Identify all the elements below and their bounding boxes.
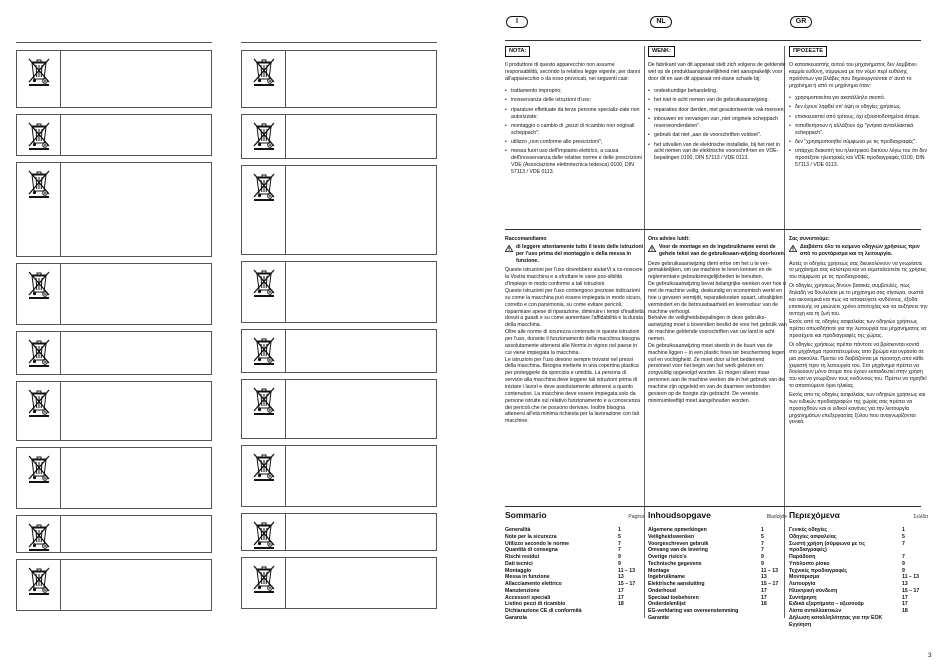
toc-row <box>648 554 787 561</box>
liability-bullet: • δεν "χρησιμοποιηθεί σύμφωνα με τις προδιαγραφές". <box>789 139 928 146</box>
toc-entry: Παράδοση <box>789 554 816 560</box>
toc-entry: Onderhoud <box>648 587 676 594</box>
toc-page: 1 <box>902 527 905 533</box>
toc-entry: Δήλωση καταλληλότητας για την ΕΟΚ <box>789 614 883 621</box>
toc-entry: Λίστα ανταλλακτικών <box>789 608 842 614</box>
toc-row <box>648 568 787 575</box>
disposal-box <box>16 114 212 156</box>
crossed-out-wheelie-bin-icon <box>17 51 61 107</box>
toc-entry: Εγγύηση <box>789 621 812 628</box>
toc-row <box>789 534 928 541</box>
instructions-paragraph: Εκτός απο τις οδηγίες ασφαλείας των οδηγιών χρήσεως και των ειδικών προδιαγραφών της χώρας σας πρέπει να προσεχθούν και οι ειδικοί κανόνες για την λειτουργία μηχανημάτων επεξεργασίας ξύλου που αναγνωρίζονται γενικά. <box>789 392 926 426</box>
toc-row <box>505 568 644 575</box>
toc-entry: Utilizzo secondo le norme <box>505 540 569 547</box>
disposal-box-text-area <box>61 516 211 552</box>
toc-row <box>789 574 928 581</box>
instructions-paragraph: Behalve de veiligheidsbepalingen in deze gebruiks-aanwijzing moet u bovendien beslist de voor het gebruik van de machine geldende voorschriften van uw land in acht nemen. <box>648 315 787 343</box>
toc-page: 7 <box>902 540 905 547</box>
disposal-column-left <box>16 42 212 617</box>
toc-page-label: Pagina <box>628 514 644 520</box>
recommendation-title: Ons advies luidt: <box>648 236 690 242</box>
disposal-box-text-area <box>61 163 211 256</box>
crossed-out-wheelie-bin-icon <box>242 558 286 608</box>
toc-row <box>505 527 644 534</box>
crossed-out-wheelie-bin-icon <box>242 166 286 254</box>
toc-row <box>789 601 928 608</box>
toc-page-label: Bladzijde <box>766 514 787 520</box>
crossed-out-wheelie-bin-icon <box>242 330 286 372</box>
disposal-box <box>241 445 437 507</box>
disposal-box-text-area <box>61 448 211 508</box>
disposal-box-text-area <box>61 332 211 374</box>
toc-entry: Quantità di consegna <box>505 547 558 554</box>
disposal-box-text-area <box>286 330 436 372</box>
toc-row <box>505 534 644 541</box>
toc-page <box>618 615 644 622</box>
toc-row <box>505 574 644 581</box>
toc-page: 9 <box>902 560 905 567</box>
instructions-paragraph: Oltre alle norme di sicurezza contenute in queste istruzioni per l'uso, durante il funzionamento della macchina bisogna assolutamente attenersi alle Norme in vigore nel paese in cui viene impiegata la macchina. <box>505 329 640 356</box>
toc-entry: Algemene opmerkingen <box>648 527 707 533</box>
note-label: ΠΡΟΣΕΞΤΕ <box>789 46 827 57</box>
instructions-section <box>505 236 644 425</box>
toc-page: 17 <box>902 601 908 608</box>
crossed-out-wheelie-bin-icon <box>17 382 61 440</box>
disposal-box-text-area <box>61 264 211 324</box>
warning-triangle-icon <box>648 244 659 258</box>
toc-page <box>902 622 928 629</box>
disposal-box-text-area <box>286 166 436 254</box>
toc-entry: Συντήρηση <box>789 594 817 601</box>
toc-row <box>505 595 644 602</box>
toc-page: 5 <box>618 533 621 540</box>
toc-row <box>789 561 928 568</box>
crossed-out-wheelie-bin-icon <box>242 115 286 158</box>
disposal-box-text-area <box>286 558 436 608</box>
language-code: NL <box>650 16 672 28</box>
liability-section <box>505 46 644 181</box>
section-rule <box>505 506 921 507</box>
liability-bullet: • messa fuori uso dell'impianto elettrico, a causa dell'inosservanza delle relative norme e delle prescrizioni VDE (Associazione elettrotecnica tedesca) 0100, DIN 57113 / VDE 0113. <box>505 148 644 175</box>
disposal-box <box>16 50 212 108</box>
toc-row <box>505 601 644 608</box>
disposal-box <box>16 263 212 325</box>
toc-row <box>505 554 644 561</box>
warning-text: di leggere attentamente tutto il testo delle istruzioni per l'uso prima del montaggio e della messa in funzione. <box>516 243 644 264</box>
disposal-box-text-area <box>286 446 436 506</box>
disposal-box <box>16 515 212 553</box>
language-badge <box>506 16 528 28</box>
toc-page: 9 <box>618 560 621 567</box>
toc-page: 9 <box>618 554 621 560</box>
toc-row <box>505 547 644 554</box>
recommendation-title: Raccomandiamo <box>505 236 547 242</box>
toc-entry: Technische gegevens <box>648 560 702 567</box>
warning-triangle-icon <box>505 244 516 265</box>
crossed-out-wheelie-bin-icon <box>242 262 286 322</box>
toc-entry: Omvang van de levering <box>648 547 708 554</box>
toc-page: 17 <box>761 587 767 594</box>
crossed-out-wheelie-bin-icon <box>242 380 286 438</box>
toc-entry: Accessori speciali <box>505 594 551 601</box>
toc-row <box>789 608 928 615</box>
toc-entry: Elektrische aansluiting <box>648 581 705 587</box>
liability-bullet: • gebruik dat niet „aan de voorschriften voldoet". <box>648 132 787 139</box>
toc-entry: Messa in funzione <box>505 574 550 581</box>
toc-row <box>648 601 787 608</box>
toc-row <box>505 581 644 588</box>
liability-bullet: • het niet in acht nemen van de gebruiksaanwijzing. <box>648 97 787 104</box>
disposal-box <box>241 379 437 439</box>
page-number: 3 <box>928 652 932 659</box>
liability-bullet: • montaggio o cambio di „pezzi di ricambio non originali scheppach"; <box>505 123 644 137</box>
language-badge <box>790 16 812 28</box>
toc-page: 18 <box>761 601 767 608</box>
liability-bullet: • ondeskundige behandeling. <box>648 88 787 95</box>
instructions-paragraph: Οι οδηγίες χρήσεως πρέπει πάντοτε να βρίσκονται κοντά στο μηχάνημα προστατευμένες απο βρώμα και υγρασία σε μια σακούλα. Πρεπει να διαβάζονται με προσοχή απο κάθε χειριστή πριν τη λειτουργία του. Στο μηχάνημα πρέπει να δουλεύουν μόνο άτομα που έχουν εκπαιδευτεί στην χρήση του και να γνωρίζουν τους κινδύνους του. Πρέπει να τηρηθεί το απαιτούμενο όριο ηλικίας. <box>789 342 927 390</box>
liability-bullet: • het uitvallen van de elektrische installatie, bij het niet in acht nemen van de elektrische voorschrif-ten en VDE-bepalingen 0100, DIN 57113 / VDE 0113. <box>648 142 787 163</box>
toc-entry: Manutenzione <box>505 587 540 594</box>
toc-title: Inhoudsopgave <box>648 510 711 520</box>
disposal-box-text-area <box>286 115 436 158</box>
toc-entry: Γενικές οδηγίες <box>789 527 828 533</box>
toc-page: 15 – 17 <box>761 581 779 587</box>
disposal-box <box>16 559 212 611</box>
language-code: I <box>506 16 528 28</box>
instructions-paragraph: Queste istruzioni per l'uso contengono preziose indicazioni su come la macchina può essere impiegata in modo sicuro, corretto e con parsimonia, su come evitare pericoli, risparmiare spese di riparazione, diminuire i tempi d'inattività dovuti a guasti e su come aumentare l'affidabilità e la durata della macchina. <box>505 288 644 329</box>
toc-page: 1 <box>761 527 764 533</box>
liability-bullet: • riparature effettuate da terze persone specializ-zate non autorizzate; <box>505 107 644 121</box>
toc-entry: EG-verklaring van overeenstemming <box>648 608 739 614</box>
toc-page: 17 <box>902 594 908 601</box>
toc-page: 13 <box>902 581 908 587</box>
toc-page: 9 <box>761 560 764 567</box>
crossed-out-wheelie-bin-icon <box>17 560 61 610</box>
note-label: NOTA: <box>505 46 530 57</box>
toc-entry: Τεχνικές προδιαγραφές <box>789 567 848 574</box>
toc-row <box>648 608 787 615</box>
toc-entry: Dichiarazione CE di conformità <box>505 608 582 614</box>
note-label: WENK: <box>648 46 675 57</box>
toc-row <box>648 574 787 581</box>
disposal-box <box>241 50 437 108</box>
language-badge <box>650 16 672 28</box>
toc-entry: Garanzia <box>505 614 527 621</box>
instructions-paragraph: Le istruzioni per l'uso devono sempre trovarsi nel pressi della macchina. Bisogna metterle in una copertina plastica per proteggerle da sporcizia e umidità. La persona di servizio alla macchina deve leggere tali istruzioni prima di iniziare i lavori e deve assolutamente attenersi a quanto contenutovi. La macchine deve essere impiegata solo da persone istruite sul relativo funzionamento e a conoscenza dei pericoli che ne possono derivare. Inoltre bisogna attenersi all'età minima richiesta per la lavorazione con tali macchine. <box>505 356 640 425</box>
toc-row <box>648 561 787 568</box>
liability-intro: Il produttore di questo apparecchio non assume responsabilità, secondo la relativa legge vigente, per danni all'apparecchio o da esso provocati, nei seguenti casi: <box>505 62 640 83</box>
header-rule <box>505 40 921 41</box>
toc-entry: Overige risico's <box>648 554 687 560</box>
disposal-box <box>16 447 212 509</box>
liability-section <box>648 46 787 167</box>
toc-page: 18 <box>618 601 624 608</box>
liability-bullet: • υπάρχει διακοπή του ηλεκτρικού δικτύου λόγω του ότι δεν προσέξατε ηλεκτρικές και VDE προδιαγραφές 0100, DIN 57113 / VDE 0113. <box>789 148 928 169</box>
disposal-box <box>241 165 437 255</box>
disposal-box <box>241 261 437 323</box>
toc-page: 15 – 17 <box>618 581 636 587</box>
toc-entry: Υπόλοιπο ρίσκο <box>789 560 830 567</box>
toc-entry: Veiligheidswenken <box>648 533 695 540</box>
toc-row <box>648 588 787 595</box>
liability-bullet: • reparaties door derden, niet geautoriseerde vak-mensen. <box>648 107 787 114</box>
toc-row <box>648 547 787 554</box>
toc-page: 15 – 17 <box>902 587 920 594</box>
toc-row <box>789 622 928 629</box>
toc-title: Sommario <box>505 510 547 520</box>
toc-title: Περιεχόμενα <box>789 510 840 520</box>
disposal-box-text-area <box>286 380 436 438</box>
disposal-box-text-area <box>61 115 211 155</box>
instructions-paragraph: De gebruiksaanwijzing bevat belangrijke wenken over hoe u met de machine veilig, deskundig en economisch werkt en hoe u gevaren vermijdt, reparatiekosten spaart, uitvaltijden vermindert en de betrouwbaarheid en levensduur van de machine verhoogt. <box>648 281 786 315</box>
toc-row <box>648 615 787 622</box>
crossed-out-wheelie-bin-icon <box>17 264 61 324</box>
toc-page: 5 <box>902 533 905 540</box>
toc-row <box>648 581 787 588</box>
toc-row <box>505 541 644 548</box>
toc-entry: Ingebruikname <box>648 574 685 581</box>
toc-row <box>789 554 928 561</box>
liability-bullet: • χρησιμοποιείται για ακατάλληλο σκοπό. <box>789 95 928 102</box>
crossed-out-wheelie-bin-icon <box>17 163 61 256</box>
toc-page: 13 <box>618 574 624 581</box>
instructions-section <box>648 236 787 405</box>
toc-page: 7 <box>618 547 621 554</box>
liability-bullet: • utilizzo „non conforme alle prescrizioni"; <box>505 139 644 146</box>
disposal-box-text-area <box>61 51 211 107</box>
crossed-out-wheelie-bin-icon <box>17 332 61 374</box>
toc-page: 11 – 13 <box>618 567 636 574</box>
warning-text: Διαβάστε όλο το κείμενο οδηγιών χρήσεως πριν από το μοντάρισμα και τη λειτουργία. <box>800 243 920 257</box>
toc-page: 11 – 13 <box>902 574 920 581</box>
toc-row <box>789 595 928 602</box>
warning-text: Voor de montage en de ingebruikname eerst de gehele tekst van de gebruiksaan-wijzing doorlezen. <box>659 243 786 257</box>
disposal-box <box>241 329 437 373</box>
disposal-box <box>16 381 212 441</box>
toc-entry: Ηλεκτρική σύνδεση <box>789 587 838 594</box>
disposal-box <box>16 162 212 257</box>
toc-page: 7 <box>761 540 764 547</box>
instructions-paragraph: Οι οδηγίες χρήσεως δίνουν βασικές συμβουλές, πως δηλαδή να δουλεύετε με το μηχάνημα σας σίγουρα, σωστά και οικονομικά και πως να αποφεύγετε κινδύνους, έξοδα επισκευής να μειώνετε χρόνο αποτυχίας και να αυξήσετε την αντοχή και τη ζωή του. <box>789 283 928 317</box>
disposal-column-right <box>241 42 437 615</box>
toc-page: 9 <box>902 567 905 574</box>
instructions-paragraph: Εκτός από τις οδηγίες ασφαλείας των οδηγιών χρήσεως πρέπει οπωσδήποτε για την λειτουργία του μηχανήματος να προσέχετε και προδιαγραφές της χώρας. <box>789 319 927 340</box>
crossed-out-wheelie-bin-icon <box>17 115 61 155</box>
toc-page: 18 <box>902 608 908 614</box>
crossed-out-wheelie-bin-icon <box>242 446 286 506</box>
toc-row <box>648 527 787 534</box>
toc-entry: Λειτουργία <box>789 581 816 587</box>
crossed-out-wheelie-bin-icon <box>17 448 61 508</box>
liability-bullet: • επισκευαστεί από τρίτους, όχι εξουσιοδοτημένα άτομα. <box>789 114 928 121</box>
toc-page <box>618 608 644 615</box>
crossed-out-wheelie-bin-icon <box>242 514 286 550</box>
toc-entry: Speciaal toebehoren <box>648 594 699 601</box>
toc-row <box>789 541 928 555</box>
toc-entry: Οδηγίες ασφαλείας <box>789 533 837 540</box>
toc-row <box>648 595 787 602</box>
toc-row <box>505 615 644 622</box>
toc-page: 17 <box>618 594 624 601</box>
disposal-box <box>241 513 437 551</box>
toc-page-label: Σελίδα <box>913 514 928 520</box>
liability-section <box>789 46 928 174</box>
toc-page: 7 <box>902 554 905 560</box>
toc-entry: Voorgeschreven gebruik <box>648 540 709 547</box>
toc-entry: Listino pezzi di ricambio <box>505 601 566 608</box>
toc-row <box>789 568 928 575</box>
liability-bullet: • trattamento improprio; <box>505 88 644 95</box>
liability-bullet: • inbouwen en vervangen van „niet originele scheppach reserveonderdelen". <box>648 116 787 130</box>
toc-page <box>902 615 928 622</box>
toc-page: 1 <box>618 527 621 533</box>
toc-entry: Μοντάρισμα <box>789 574 820 581</box>
toc-entry: Allacciamento elettrico <box>505 581 562 587</box>
toc-page: 17 <box>618 587 624 594</box>
disposal-box-text-area <box>61 560 211 610</box>
toc-row <box>505 561 644 568</box>
toc-page: 5 <box>761 533 764 540</box>
liability-bullet: • τοποθετήσουν ή αλλάξουν όχι "γνήσια ανταλλακτικά scheppach". <box>789 123 928 137</box>
disposal-box-text-area <box>286 262 436 322</box>
recommendation-title: Σας συνιστούμε: <box>789 236 830 242</box>
liability-intro: Ο κατασκευαστής αυτού του μηχανήματος δεν λαμβάνει καμμία ευθύνη, σύμφωνα με τον νόμο περί ευθύνης προϊόντων για βλάβες που δημιουργούνται σ' αυτό το μηχάνημα ή από το μηχάνημα όταν: <box>789 62 917 89</box>
disposal-box <box>241 557 437 609</box>
liability-intro: De fabrikant van dit apparaat stelt zich volgens de geldende wet op de produktaansprakelijkheid niet aansprakelijk voor door dit en aan dit apparaat ont-stane schade bij: <box>648 62 786 83</box>
toc-page: 9 <box>761 554 764 560</box>
column-separator <box>644 46 645 618</box>
toc-entry: Garantie <box>648 614 670 621</box>
toc-page: 11 – 13 <box>761 567 779 574</box>
toc-row <box>505 588 644 595</box>
crossed-out-wheelie-bin-icon <box>17 516 61 552</box>
toc-entry: Dati tecnici <box>505 560 533 567</box>
table-of-contents <box>648 510 787 622</box>
liability-bullet: • δεν έχουν ληφθεί υπ' όψη οι οδηγίες χρήσεως. <box>789 104 928 111</box>
table-of-contents <box>789 510 928 628</box>
toc-row <box>648 534 787 541</box>
toc-page: 17 <box>761 594 767 601</box>
toc-page <box>761 615 787 622</box>
toc-row <box>789 588 928 595</box>
toc-row <box>789 527 928 534</box>
toc-entry: Onderdelenlijst <box>648 601 686 608</box>
toc-entry: Rischi residui <box>505 554 540 560</box>
disposal-box-text-area <box>286 514 436 550</box>
table-of-contents <box>505 510 644 622</box>
instructions-section <box>789 236 928 428</box>
toc-entry: Ειδικά εξαρτήματα – αξεσουάρ <box>789 601 864 608</box>
toc-page: 7 <box>761 547 764 554</box>
disposal-box <box>241 114 437 159</box>
toc-entry: Generalità <box>505 527 531 533</box>
toc-page: 13 <box>761 574 767 581</box>
toc-entry: Montage <box>648 567 670 574</box>
toc-page <box>761 608 787 615</box>
toc-row <box>648 541 787 548</box>
crossed-out-wheelie-bin-icon <box>242 51 286 107</box>
toc-row <box>789 615 928 622</box>
toc-row <box>505 608 644 615</box>
disposal-box-text-area <box>286 51 436 107</box>
toc-page: 7 <box>618 540 621 547</box>
warning-triangle-icon <box>789 244 800 258</box>
disposal-box <box>16 331 212 375</box>
instructions-paragraph: De gebruiksaanwijzing moet steeds in de buurt van de machine liggen – in een plastic hoes ter bescherming tegen vuil en vochtigheid. Ze moet door al het bedienend personeel voor het begin van het werk gelezen en zorgvuldig opgevolgd worden. Er mogen alleen maar personen aan de machine werken die in het gebruik van de machine zijn opgeleid en van de daarmee verbonden gevaren op de hoogte zijn gebracht. De vereiste minimumleeftijd moet aangehouden worden. <box>648 342 785 404</box>
instructions-paragraph: Αυτές οι οδηγίες χρήσεως σας διευκολύνουν να γνωρίσετε το μηχάνημα σας καλύτερα και να εκμεταλευτείτε τις χρήσεις του σύμφωνα με τις προδιαγραφές. <box>789 260 927 281</box>
instructions-paragraph: Deze gebruiksaanwijzing dient ertoe om het u te ver-gemakkelijken, om uw machine te leren kennen en de reglementaire gebruiksmogelijkheden te benutten. <box>648 260 772 281</box>
toc-entry: Montaggio <box>505 567 532 574</box>
toc-entry: Σωστή χρήση (σύμφωνα με τις προδιαγραφές) <box>789 540 866 554</box>
section-rule <box>505 229 921 230</box>
toc-entry: Note per la sicurezza <box>505 533 557 540</box>
disposal-box-text-area <box>61 382 211 440</box>
toc-row <box>789 581 928 588</box>
language-code: GR <box>790 16 812 28</box>
liability-bullet: • inosservanza delle istruzioni d'uso; <box>505 97 644 104</box>
instructions-paragraph: Queste istruzioni per l'uso dovrebbero aiutarVi a co-noscere la Vostra macchina e a sfruttare le vane pos-sibilità d'impiego in modo conforme a tali istruzioni. <box>505 267 643 288</box>
